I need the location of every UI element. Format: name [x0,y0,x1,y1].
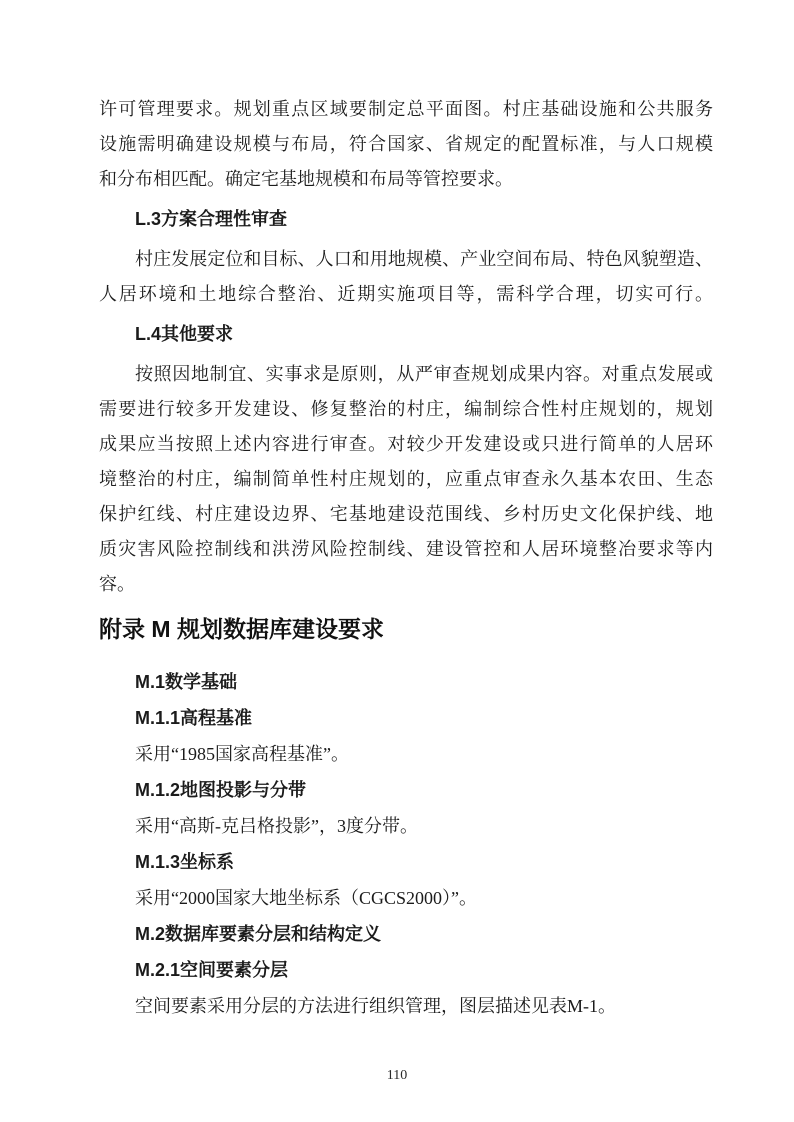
text-line: 境整治的村庄，编制简单性村庄规划的，应重点审查永久基本农田、生态 [99,469,713,489]
page-content [99,92,713,1024]
heading-m1: M.1数学基础 [135,672,238,692]
paragraph-l3 [99,242,713,312]
text-line: 保护红线、村庄建设边界、宅基地建设范围线、乡村历史文化保护线、地 [99,504,713,524]
paragraph-m11: 采用“1985国家高程基准”。 [135,744,349,764]
paragraph-continuation [99,92,713,197]
paragraph-l4 [99,357,713,602]
text-line: 和分布相匹配。确定宅基地规模和布局等管控要求。 [99,169,513,189]
heading-l3: L.3方案合理性审查 [135,209,288,229]
text-line: 许可管理要求。规划重点区域要制定总平面图。村庄基础设施和公共服务 [99,99,713,119]
text-line: 需要进行较多开发建设、修复整治的村庄，编制综合性村庄规划的，规划 [99,399,713,419]
paragraph-m12: 采用“高斯-克吕格投影”，3度分带。 [135,816,418,836]
heading-m21: M.2.1空间要素分层 [135,960,289,980]
heading-m12: M.1.2地图投影与分带 [135,780,307,800]
heading-m2: M.2数据库要素分层和结构定义 [135,924,382,944]
appendix-m-body [99,664,713,1024]
heading-m13: M.1.3坐标系 [135,852,235,872]
text-line: 按照因地制宜、实事求是原则，从严审查规划成果内容。对重点发展或 [135,364,713,384]
text-line: 村庄发展定位和目标、人口和用地规模、产业空间布局、特色风貌塑造、 [135,249,713,269]
heading-m11: M.1.1高程基准 [135,708,253,728]
appendix-m-title: 附录 M 规划数据库建设要求 [99,616,384,642]
text-line: 成果应当按照上述内容进行审查。对较少开发建设或只进行简单的人居环 [99,434,713,454]
text-line: 人居环境和土地综合整治、近期实施项目等，需科学合理，切实可行。 [99,284,713,304]
paragraph-m13: 采用“2000国家大地坐标系（CGCS2000）”。 [135,888,477,908]
paragraph-m21: 空间要素采用分层的方法进行组织管理，图层描述见表M-1。 [135,996,616,1016]
text-line: 设施需明确建设规模与布局，符合国家、省规定的配置标准，与人口规模 [99,134,713,154]
heading-l4: L.4其他要求 [135,324,234,344]
text-line: 质灾害风险控制线和洪涝风险控制线、建设管控和人居环境整冶要求等内 [99,539,713,559]
page-number: 110 [386,1068,408,1083]
text-line: 容。 [99,574,135,594]
